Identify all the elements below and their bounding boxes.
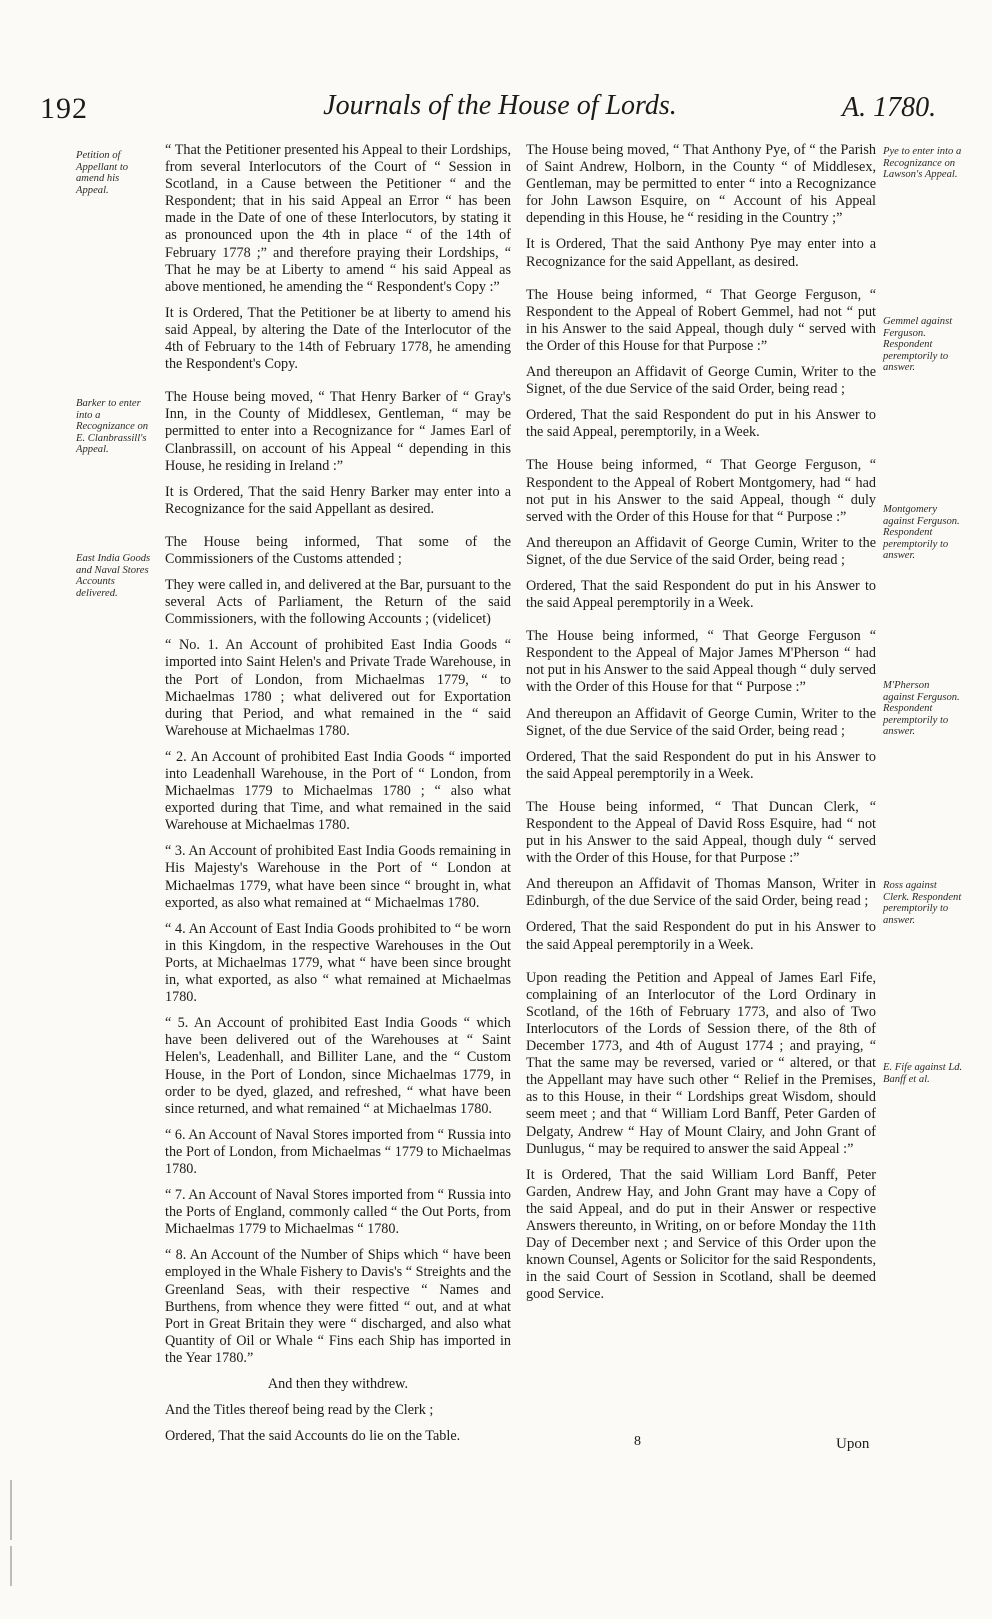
ross-order: Ordered, That the said Respondent do put in his Answer to the said Appeal peremptorily in a Week. xyxy=(526,919,876,953)
running-title: Journals of the House of Lords. xyxy=(323,90,677,121)
signature-mark: 8 xyxy=(634,1434,641,1449)
catchword: Upon xyxy=(836,1436,870,1452)
margin-note-petition-amend: Petition of Appellant to amend his Appeal. xyxy=(76,150,129,196)
pye-motion: The House being moved, “ That Anthony Pye, of “ the Parish of Saint Andrew, Holborn, in the County “ of Middlesex, Gentleman, may be permitted to enter “ into a Recognizance for John Lawson Esquire, on “ Account of his Appeal depending in this House, he “ residing in the Country ;” xyxy=(526,142,876,227)
mcpherson-affidavit: And thereupon an Affidavit of George Cumin, Writer to the Signet, of the due Service of the said Order, being read ; xyxy=(526,705,876,739)
titles-read: And the Titles thereof being read by the Clerk ; xyxy=(165,1402,434,1419)
account-3: “ 3. An Account of prohibited East India Goods remaining in His Majesty's Warehouse in the Port of “ London at Michaelmas 1779, what have been since “ brought in, what exported, as also what remained at “ Michaelmas 1780. xyxy=(165,843,511,911)
margin-note-fife: E. Fife against Ld. Banff et al. xyxy=(883,1062,963,1085)
margin-note-east-india: East India Goods and Naval Stores Accounts delivered. xyxy=(76,553,151,599)
petition-order: It is Ordered, That the Petitioner be at liberty to amend his said Appeal, by altering the Date of the Interlocutor of the 4th of February to the 14th of February 1778, he amending the Respondent's Copy. xyxy=(165,304,511,373)
account-8: “ 8. An Account of the Number of Ships which “ have been employed in the Whale Fishery to Davis's “ Streights and the Greenland Seas, with their respective “ Names and Burthens, from whence they were fitted “ out, and at what Port in Great Britain they were “ discharged, and also what Quantity of Oil or Whale “ Fins each Ship has imported in the Year 1780.” xyxy=(165,1247,511,1366)
gemmel-order: Ordered, That the said Respondent do put in his Answer to the said Appeal, peremptorily, in a Week. xyxy=(526,407,876,441)
right-column xyxy=(526,142,876,1312)
mcpherson-informed: The House being informed, “ That George Ferguson “ Respondent to the Appeal of Major James M'Pherson “ had not put in his Answer to the said Appeal though “ duly served with the Order of this House for that “ Purpose :” xyxy=(526,628,876,696)
pye-order: It is Ordered, That the said Anthony Pye may enter into a Recognizance for the said Appellant, as desired. xyxy=(526,236,876,270)
account-4: “ 4. An Account of East India Goods prohibited to “ be worn in this Kingdom, in the respective Warehouses in the Out Ports, at Michaelmas 1779, what “ have been since brought in, what exported, as also “ what remained at Michaelmas 1780. xyxy=(165,920,511,1006)
margin-note-ross: Ross against Clerk. Respondent peremptorily to answer. xyxy=(883,880,962,926)
ross-informed: The House being informed, “ That Duncan Clerk, “ Respondent to the Appeal of David Ross Esquire, had “ not put in his Answer to the said Appeal, though duly “ served with the Order of this House, for that Purpose :” xyxy=(526,798,876,867)
fife-order: It is Ordered, That the said William Lord Banff, Peter Garden, Andrew Hay, and John Grant may have a Copy of the said Appeal, and do put in their Answer or respective Answers thereunto, in Writing, on or before Monday the 11th Day of December next ; and Service of this Order upon the known Counsel, Agents or Solicitor for the said Respondents, in the said Court of Session in Scotland, shall be deemed good Service. xyxy=(526,1166,876,1303)
withdrew-line: And then they withdrew. xyxy=(267,1376,409,1392)
margin-note-montgomery: Montgomery against Ferguson. Respondent peremptorily to answer. xyxy=(883,504,960,561)
ross-affidavit: And thereupon an Affidavit of Thomas Manson, Writer in Edinburgh, of the due Service of the said Order, being read ; xyxy=(526,876,876,910)
account-7: “ 7. An Account of Naval Stores imported from “ Russia into the Ports of England, commonly called “ the Out Ports, from Michaelmas 1779 to Michaelmas “ 1780. xyxy=(165,1187,511,1238)
accounts-delivered: They were called in, and delivered at the Bar, pursuant to the several Acts of Parliament, the Return of the said Commissioners, with the following Accounts ; (videlicet) xyxy=(165,577,511,628)
margin-note-pye: Pye to enter into a Recognizance on Lawson's Appeal. xyxy=(883,146,962,180)
page-number: 192 xyxy=(40,92,88,125)
barker-motion: The House being moved, “ That Henry Barker of “ Gray's Inn, in the County of Middlesex, Gentleman, “ may be permitted to enter into a Recognizance for “ James Earl of Clanbrassill, on account of his Appeal “ depending in this House, he residing in Ireland :” xyxy=(165,389,511,474)
account-1: “ No. 1. An Account of prohibited East India Goods “ imported into Saint Helen's and Private Trade Warehouse, in the Port of London, from Michaelmas 1779, “ to Michaelmas 1780 ; what delivered out for Exportation during that Period, and what remained in the “ said Warehouse at Michaelmas 1780. xyxy=(165,637,511,739)
left-column xyxy=(165,142,511,1454)
account-2: “ 2. An Account of prohibited East India Goods “ imported into Leadenhall Warehouse, in the Port of “ London, from Michaelmas 1779 to Michaelmas 1780 ; “ also what exported during that Time, and what remained in the said Warehouse at Michaelmas 1780. xyxy=(165,748,511,834)
account-5: “ 5. An Account of prohibited East India Goods “ which have been delivered out of the Warehouses at “ Saint Helen's, Leadenhall, and Billiter Lane, and the “ Custom House, in the Port of London, since Michaelmas 1779, in order to be dyed, glazed, and refreshed, “ what have been since returned, and what remained “ at Michaelmas 1780. xyxy=(165,1015,511,1117)
fife-petition: Upon reading the Petition and Appeal of James Earl Fife, complaining of an Interlocutor of the Lord Ordinary in Scotland, of the 16th of February 1773, and also of Two Interlocutors of the Lords of Session there, of the 8th of December 1773, and 4th of August 1774 ; and praying, “ That the same may be reversed, varied or “ altered, or that the Appellant may have such other “ Relief in the Premises, as to this House, in their “ Lordships great Wisdom, should seem meet ; and that “ William Lord Banff, Peter Garden of Delgaty, Andrew “ Hay of Mount Clairy, and John Grant of Dunlugus, “ may be required to answer the said Appeal :” xyxy=(526,969,876,1157)
scan-edge-mark xyxy=(10,1546,12,1586)
gemmel-affidavit: And thereupon an Affidavit of George Cumin, Writer to the Signet, of the due Service of the said Order, being read ; xyxy=(526,364,876,398)
gemmel-informed: The House being informed, “ That George Ferguson, “ Respondent to the Appeal of Robert Gemmel, had not “ put in his Answer to the said Appeal, though duly “ served with the Order of this House for that Purpose :” xyxy=(526,286,876,354)
margin-note-mcpherson: M'Pherson against Ferguson. Respondent peremptorily to answer. xyxy=(883,680,960,737)
montgomery-informed: The House being informed, “ That George Ferguson, “ Respondent to the Appeal of Robert Montgomery, had “ had not put in his Answer to the said Appeal, though “ duly served with the Order of this House for that “ Purpose :” xyxy=(526,457,876,525)
barker-order: It is Ordered, That the said Henry Barker may enter into a Recognizance for the said Appellant as desired. xyxy=(165,483,511,517)
year-label: A. 1780. xyxy=(842,92,937,123)
montgomery-affidavit: And thereupon an Affidavit of George Cumin, Writer to the Signet, of the due Service of the said Order, being read ; xyxy=(526,534,876,568)
petition-text: “ That the Petitioner presented his Appeal to their Lordships, from several Interlocutors of the Court of “ Session in Scotland, in a Cause between the Petitioner “ and the Respondent; that in his said Appeal an Error “ has been made in the Date of one of these Interlocutors, by stating it as pronounced upon the 4th in place “ of the 14th of February 1778 ;” and therefore praying their Lordships, “ That he may be at Liberty to amend “ his said Appeal as above mentioned, he amending the “ Respondent's Copy :” xyxy=(165,142,511,295)
mcpherson-order: Ordered, That the said Respondent do put in his Answer to the said Appeal peremptorily in a Week. xyxy=(526,748,876,782)
scan-edge-mark xyxy=(10,1480,12,1540)
margin-note-gemmel: Gemmel against Ferguson. Respondent peremptorily to answer. xyxy=(883,316,953,373)
account-6: “ 6. An Account of Naval Stores imported from “ Russia into the Port of London, from Michaelmas “ 1779 to Michaelmas 1780. xyxy=(165,1126,511,1177)
customs-attended: The House being informed, That some of the Commissioners of the Customs attended ; xyxy=(165,533,511,567)
margin-note-barker: Barker to enter into a Recognizance on E. Clanbrassill's Appeal. xyxy=(76,398,149,455)
montgomery-order: Ordered, That the said Respondent do put in his Answer to the said Appeal peremptorily in a Week. xyxy=(526,577,876,612)
accounts-lie-order: Ordered, That the said Accounts do lie on the Table. xyxy=(165,1428,461,1445)
